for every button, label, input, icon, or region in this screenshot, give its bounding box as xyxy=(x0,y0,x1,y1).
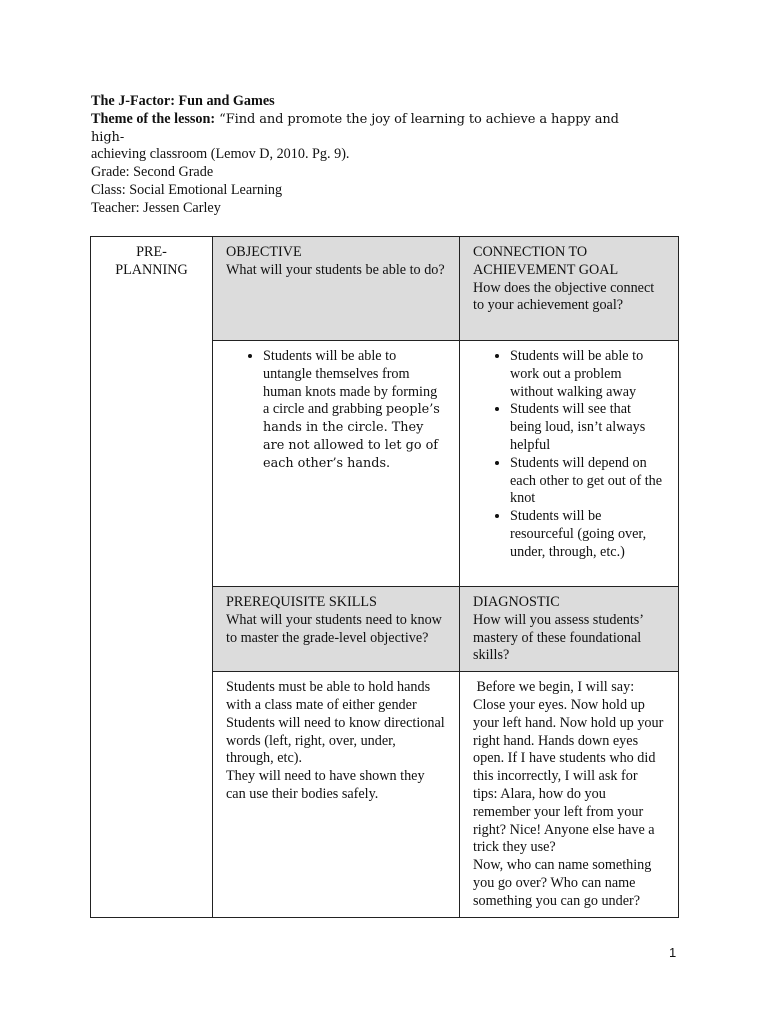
preplanning-cell xyxy=(91,237,213,918)
objective-bullet-a: Students will be able to untangle themselves from human knots made by forming a circle and grabbing xyxy=(263,348,438,418)
preplanning-label: PRE- PLANNING xyxy=(115,244,188,278)
objective-list xyxy=(226,348,446,473)
prerequisite-question: What will your students need to know to master the grade-level objective? xyxy=(226,611,442,646)
prerequisite-line: They will need to have shown they can use their bodies safely. xyxy=(226,768,425,802)
prerequisite-line: Students will need to know directional words (left, right, over, under, through, etc). xyxy=(226,714,445,767)
prerequisite-body-cell xyxy=(213,672,460,918)
diagnostic-text: Before we begin, I will say: Close your eyes. Now hold up your left hand. Now hold up your right hand. Hands down eyes open. If I have students who did this incorrectly, I will ask for tips: Alara, how do you remember your left from your right? Nice! Anyone else have a trick they use? xyxy=(473,679,667,856)
page-number: 1 xyxy=(669,945,677,960)
objective-body-cell xyxy=(213,341,460,587)
theme-text-b: achieving classroom (Lemov D, 2010. Pg. 9). xyxy=(91,146,350,163)
connection-header-cell xyxy=(460,237,679,341)
diagnostic-header-cell xyxy=(460,587,679,672)
lesson-grade: Grade: Second Grade xyxy=(91,164,214,181)
objective-header-cell xyxy=(213,237,460,341)
objective-bullet-b: people’s hands in the circle. They are not allowed to let go of each other’s hands. xyxy=(263,402,440,471)
theme-label: Theme of the lesson: xyxy=(91,110,216,127)
lesson-theme xyxy=(91,111,651,164)
lesson-teacher: Teacher: Jessen Carley xyxy=(91,199,221,216)
lesson-plan-table xyxy=(90,236,679,918)
connection-bullet: • Students will depend on each other to get out of the knot xyxy=(510,455,665,508)
connection-body-cell xyxy=(460,341,679,587)
objective-heading: OBJECTIVE xyxy=(226,244,302,260)
prerequisite-heading: PREREQUISITE SKILLS xyxy=(226,594,377,610)
objective-bullet xyxy=(263,348,446,473)
connection-bullet: • Students will be able to work out a problem without walking away xyxy=(510,348,665,401)
lesson-class: Class: Social Emotional Learning xyxy=(91,181,283,198)
prerequisite-line: Students must be able to hold hands with a class mate of either gender xyxy=(226,679,431,713)
connection-question: How does the objective connect to your achievement goal? xyxy=(473,279,655,314)
diagnostic-text-2: Now, who can name something you go over? Who can name something you can go under? xyxy=(473,857,652,909)
connection-heading: CONNECTION TO ACHIEVEMENT GOAL xyxy=(473,244,619,278)
theme-text-a: “Find and promote the joy of learning to achieve a happy and high- xyxy=(91,111,619,145)
diagnostic-question: How will you assess students’ mastery of these foundational skills? xyxy=(473,611,643,664)
diagnostic-heading: DIAGNOSTIC xyxy=(473,594,560,610)
objective-question: What will your students be able to do? xyxy=(226,261,445,278)
lesson-header xyxy=(91,93,651,218)
connection-bullet: • Students will be resourceful (going over, under, through, etc.) xyxy=(510,508,665,561)
connection-list xyxy=(473,348,665,562)
prerequisite-header-cell xyxy=(213,587,460,672)
lesson-title: The J-Factor: Fun and Games xyxy=(91,93,275,109)
diagnostic-body-cell xyxy=(460,672,679,918)
connection-bullet: • Students will see that being loud, isn’t always helpful xyxy=(510,401,665,454)
